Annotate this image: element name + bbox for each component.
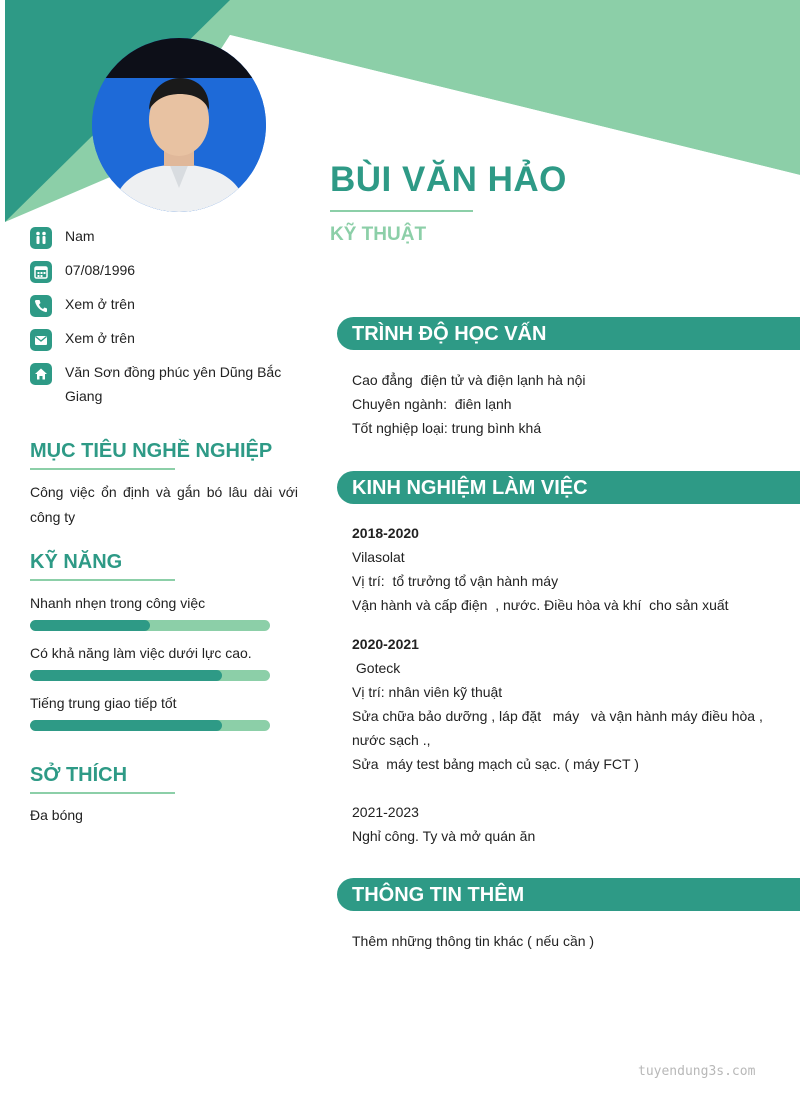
additional-banner xyxy=(337,878,800,911)
birthday-text: 07/08/1996 xyxy=(65,262,136,278)
objective-heading: MỤC TIÊU NGHỀ NGHIỆP xyxy=(30,440,273,462)
job-company: Vilasolat xyxy=(352,549,405,565)
job-position: Vị trí: nhân viên kỹ thuật xyxy=(352,684,503,700)
job-company: Nghỉ công. Ty và mở quán ăn xyxy=(352,828,536,844)
phone-text: Xem ở trên xyxy=(65,296,135,312)
name-divider xyxy=(330,210,473,212)
job-period: 2018-2020 xyxy=(352,525,419,541)
skill-label: Tiếng trung giao tiếp tốt xyxy=(30,695,177,711)
education-banner xyxy=(337,317,800,350)
skill-bar xyxy=(30,620,270,631)
gender-icon xyxy=(30,227,52,249)
hobbies-divider xyxy=(30,792,175,794)
experience-heading: KINH NGHIỆM LÀM VIỆC xyxy=(352,477,588,499)
job-detail: Vận hành và cấp điện , nước. Điều hòa và khí cho sản xuất xyxy=(352,597,729,613)
info-gender xyxy=(30,229,300,249)
additional-text: Thêm những thông tin khác ( nếu cần ) xyxy=(352,933,595,949)
job-company: Goteck xyxy=(352,660,401,676)
job-title: KỸ THUẬT xyxy=(330,224,427,245)
candidate-name: BÙI VĂN HẢO xyxy=(330,160,567,199)
education-line: Chuyên ngành: điên lạnh xyxy=(352,396,512,412)
job-detail: Sửa máy test bảng mạch củ sạc. ( máy FCT ) xyxy=(352,756,639,772)
info-birthday xyxy=(30,263,300,283)
job-detail: nước sạch ., xyxy=(352,732,431,748)
skill-bar-fill xyxy=(30,620,150,631)
skill-label: Có khả năng làm việc dưới lực cao. xyxy=(30,645,252,661)
objective-text: Công việc ổn định và gắn bó lâu dài với công ty xyxy=(30,484,298,525)
skills-heading: KỸ NĂNG xyxy=(30,551,123,573)
skill-bar-fill xyxy=(30,670,222,681)
objective-divider xyxy=(30,468,175,470)
profile-photo xyxy=(92,38,266,212)
info-phone xyxy=(30,297,300,317)
watermark: tuyendung3s.com xyxy=(638,1064,756,1079)
info-address xyxy=(30,365,300,408)
experience-banner xyxy=(337,471,800,504)
skill-bar xyxy=(30,720,270,731)
skill-bar-fill xyxy=(30,720,222,731)
job-period: 2021-2023 xyxy=(352,804,419,820)
education-line: Tốt nghiệp loại: trung bình khá xyxy=(352,420,542,436)
info-email xyxy=(30,331,300,351)
home-icon xyxy=(30,363,52,385)
gender-text: Nam xyxy=(65,228,95,244)
skill-bar xyxy=(30,670,270,681)
calendar-icon xyxy=(30,261,52,283)
hobby-text: Đa bóng xyxy=(30,807,83,823)
job-detail: Sửa chữa bảo dưỡng , láp đặt máy và vận hành máy điều hòa , xyxy=(352,708,763,724)
skills-divider xyxy=(30,579,175,581)
skill-label: Nhanh nhẹn trong công việc xyxy=(30,595,206,611)
education-line: Cao đẳng điện tử và điện lạnh hà nội xyxy=(352,372,586,388)
education-heading: TRÌNH ĐỘ HỌC VẤN xyxy=(352,323,547,345)
job-period: 2020-2021 xyxy=(352,636,419,652)
email-icon xyxy=(30,329,52,351)
phone-icon xyxy=(30,295,52,317)
additional-heading: THÔNG TIN THÊM xyxy=(352,884,525,906)
address-text: Văn Sơn đồng phúc yên Dũng Bắc Giang xyxy=(65,364,282,404)
job-position: Vị trí: tổ trưởng tổ vận hành máy xyxy=(352,573,559,589)
hobbies-heading: SỞ THÍCH xyxy=(30,764,128,786)
email-text: Xem ở trên xyxy=(65,330,135,346)
